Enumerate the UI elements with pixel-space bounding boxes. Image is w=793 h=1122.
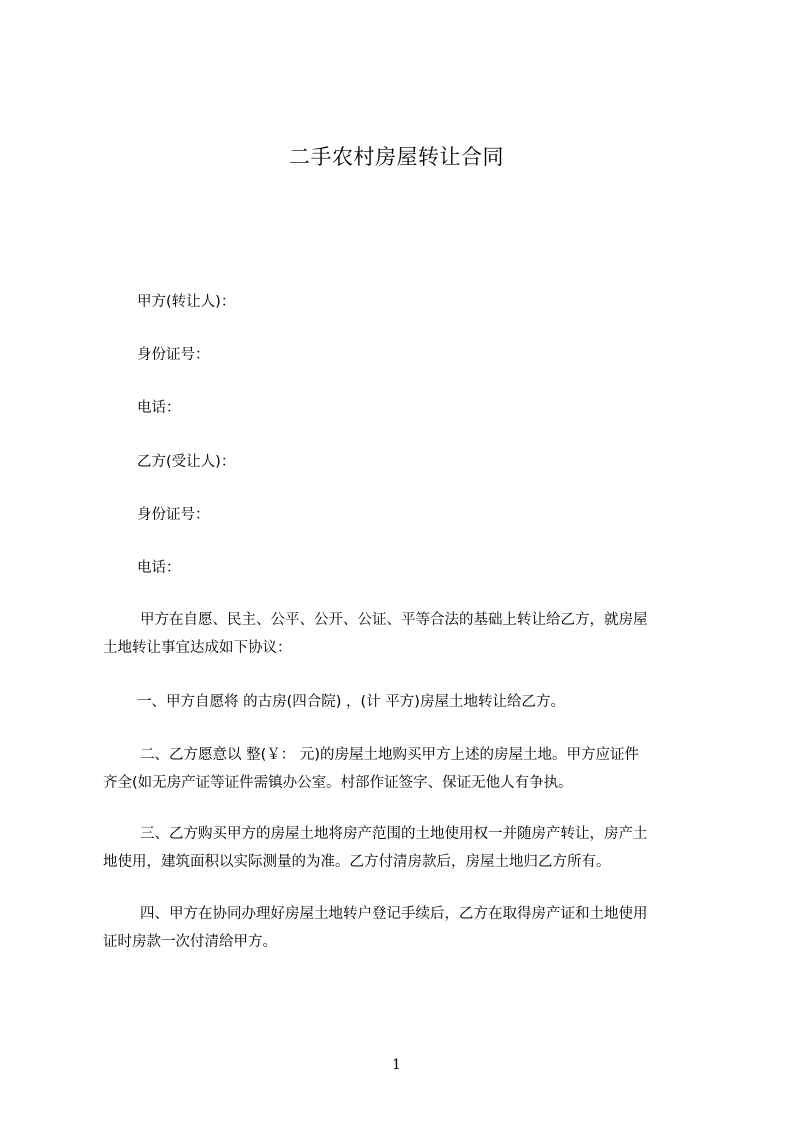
- party-a-label: 甲方(转让人)：: [137, 294, 236, 310]
- intro-line-2: 土地转让事宜达成如下协议：: [103, 640, 292, 656]
- clause-2-line-1: 二、乙方愿意以 整(￥： 元)的房屋土地购买甲方上述的房屋土地。甲方应证件: [140, 747, 640, 763]
- clause-3-line-1: 三、乙方购买甲方的房屋土地将房产范围的土地使用权一并随房产转让，房产土: [140, 826, 648, 842]
- clause-3-line-2: 地使用，建筑面积以实际测量的为准。乙方付清房款后，房屋土地归乙方所有。: [103, 854, 611, 870]
- intro-line-1: 甲方在自愿、民主、公平、公开、公证、平等合法的基础上转让给乙方，就房屋: [140, 612, 648, 628]
- clause-2: [103, 741, 701, 797]
- clause-1-line-1: 一、甲方自愿将 的古房(四合院) ，(计 平方)房屋土地转让给乙方。: [137, 694, 565, 710]
- page-number: 1: [392, 1057, 401, 1073]
- clause-4-line-1: 四、甲方在协同办理好房屋土地转户登记手续后，乙方在取得房产证和土地使用: [140, 906, 648, 922]
- intro-paragraph: [103, 606, 701, 662]
- clause-1: [103, 688, 701, 716]
- clause-4-line-2: 证时房款一次付清给甲方。: [103, 934, 277, 950]
- clause-3: [103, 820, 701, 876]
- party-a-phone-label: 电话：: [137, 400, 181, 416]
- clause-4: [103, 900, 701, 956]
- clause-2-line-2: 齐全(如无房产证等证件需镇办公室。村部作证签字、保证无他人有争执。: [103, 775, 573, 791]
- party-b-phone-label: 电话：: [137, 560, 181, 576]
- party-a-id-label: 身份证号：: [137, 347, 210, 363]
- party-b-label: 乙方(受让人)：: [137, 454, 236, 470]
- party-b-id-label: 身份证号：: [137, 507, 210, 523]
- document-title: 二手农村房屋转让合同: [289, 145, 504, 169]
